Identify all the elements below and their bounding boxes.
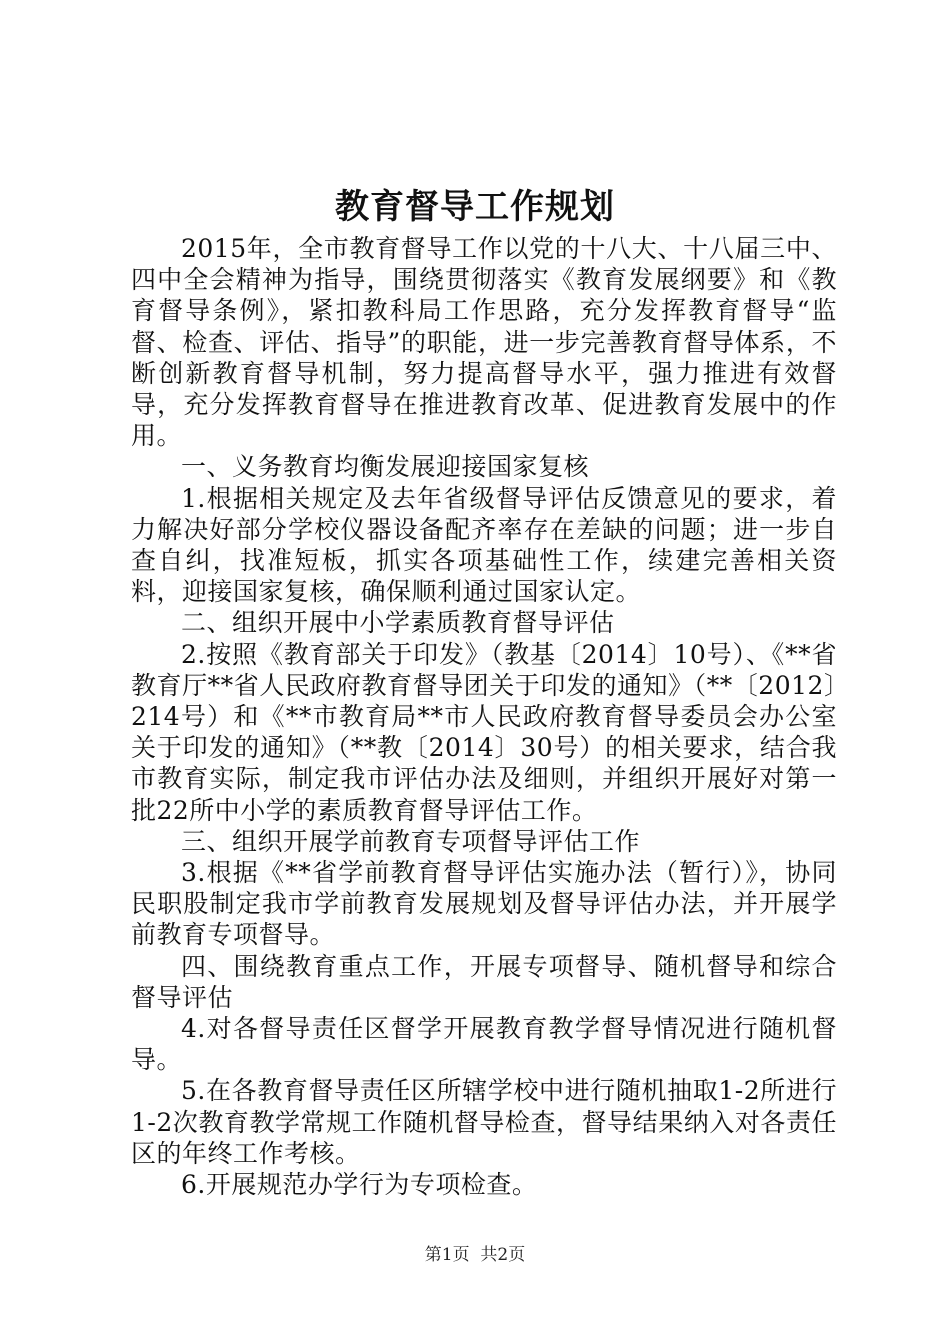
section-heading-1: 一、义务教育均衡发展迎接国家复核: [181, 452, 590, 482]
page-number: 第1页: [424, 1245, 470, 1265]
item-paragraph-6: 6.开展规范办学行为专项检查。: [181, 1170, 538, 1200]
section-heading-4: 四、围绕教育重点工作，开展专项督导、随机督导和综合督导评估: [131, 951, 837, 1012]
item-paragraph-1: 1.根据相关规定及去年省级督导评估反馈意见的要求，着力解决好部分学校仪器设备配齐率存在差缺的问题；进一步自查自纠，找准短板，抓实各项基础性工作，续建完善相关资料，迎接国家复核，确保顺利通过国家认定。: [131, 483, 837, 607]
document-body: [131, 233, 837, 1200]
document-title: 教育督导工作规划: [335, 187, 615, 227]
item-paragraph-5: 5.在各教育督导责任区所辖学校中进行随机抽取1-2所进行1-2次教育教学常规工作随机督导检查，督导结果纳入对各责任区的年终工作考核。: [131, 1076, 837, 1168]
page-total: 共2页: [480, 1245, 526, 1265]
section-heading-3: 三、组织开展学前教育专项督导评估工作: [181, 826, 641, 856]
item-paragraph-4: 4.对各督导责任区督学开展教育教学督导情况进行随机督导。: [131, 1014, 837, 1075]
intro-paragraph: 2015年，全市教育督导工作以党的十八大、十八届三中、四中全会精神为指导，围绕贯彻落实《教育发展纲要》和《教育督导条例》，紧扣教科局工作思路，充分发挥教育督导“监督、检查、评估、指导”的职能，进一步完善教育督导体系，不断创新教育督导机制，努力提高督导水平，强力推进有效督导，充分发挥教育督导在推进教育改革、促进教育发展中的作用。: [131, 234, 837, 451]
page-footer: [0, 1244, 950, 1266]
item-paragraph-3: 3.根据《**省学前教育督导评估实施办法（暂行）》，协同民职股制定我市学前教育发展规划及督导评估办法，并开展学前教育专项督导。: [131, 858, 837, 950]
item-paragraph-2: 2.按照《教育部关于印发》（教基〔2014〕10号）、《**省教育厅**省人民政府教育督导团关于印发的通知》（**〔2012〕214号）和《**市教育局**市人民政府教育督导委员会办公室关于印发的通知》（**教〔2014〕30号）的相关要求，结合我市教育实际，制定我市评估办法及细则，并组织开展好对第一批22所中小学的素质教育督导评估工作。: [131, 639, 837, 825]
section-heading-2: 二、组织开展中小学素质教育督导评估: [181, 608, 615, 638]
